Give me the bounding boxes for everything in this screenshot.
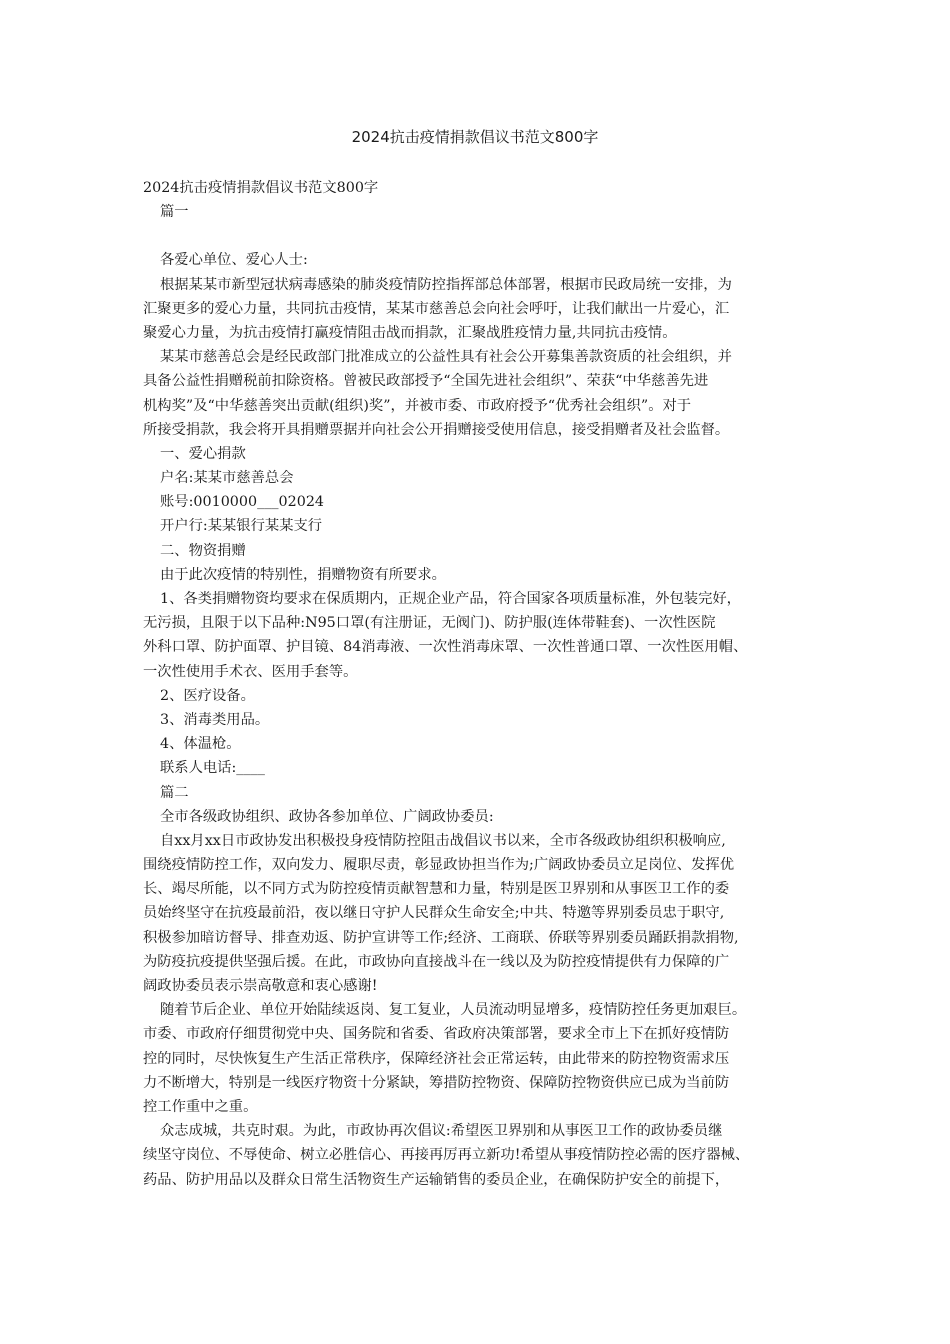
paragraph-line: 众志成城，共克时艰。为此，市政协再次倡议:希望医卫界别和从事医卫工作的政协委员继 [160,1123,723,1140]
paragraph-line: 外科口罩、防护面罩、护目镜、84消毒液、一次性消毒床罩、一次性普通口罩、一次性医用帽、 [143,639,748,656]
section-heading: 一、爱心捐款 [160,445,246,462]
paragraph-line: 控的同时，尽快恢复生产生活正常秩序，保障经济社会正常运转，由此带来的防控物资需求压 [143,1050,730,1067]
paragraph-line: 各爱心单位、爱心人士: [160,252,308,269]
paragraph-line: 阔政协委员表示崇高敬意和衷心感谢! [143,978,378,994]
account-bank: 开户行:某某银行某某支行 [160,518,323,535]
document-body [143,176,823,1192]
paragraph-line: 机构奖”及“中华慈善突出贡献(组织)奖”，并被市委、市政府授予“优秀社会组织”。对于 [143,397,692,414]
paragraph-line: 药品、防护用品以及群众日常生活物资生产运输销售的委员企业，在确保防护安全的前提下， [143,1171,730,1188]
account-name: 户名:某某市慈善总会 [160,470,294,487]
document-subtitle: 2024抗击疫情捐款倡议书范文800字 [143,180,379,196]
paragraph-line: 围绕疫情防控工作，双向发力、履职尽责，彰显政协担当作为;广阔政协委员立足岗位、发挥优 [143,857,734,874]
paragraph-line: 某某市慈善总会是经民政部门批准成立的公益性具有社会公开募集善款资质的社会组织，并 [160,349,732,366]
contact-phone: 联系人电话:____ [160,760,265,777]
paragraph-line: 1、各类捐赠物资均要求在保质期内，正规企业产品，符合国家各项质量标准，外包装完好， [160,591,741,607]
paragraph-line: 自xx月xx日市政协发出积极投身疫情防控阻击战倡议书以来，全市各级政协组织积极响应, [160,832,726,849]
paragraph-line: 汇聚更多的爱心力量，共同抗击疫情，某某市慈善总会向社会呼吁，让我们献出一片爱心，汇 [143,300,730,317]
section-heading: 二、物资捐赠 [160,542,246,559]
paragraph-line: 所接受捐款，我会将开具捐赠票据并向社会公开捐赠接受使用信息，接受捐赠者及社会监督。 [143,421,730,438]
paragraph-line: 具备公益性捐赠税前扣除资格。曾被民政部授予“全国先进社会组织”、荣获“中华慈善先进 [143,373,709,390]
account-number: 账号:0010000___02024 [160,494,325,511]
list-item: 2、医疗设备。 [160,687,255,704]
list-item: 3、消毒类用品。 [160,711,270,728]
paragraph-line: 市委、市政府仔细贯彻党中央、国务院和省委、省政府决策部署，要求全市上下在抓好疫情防 [143,1026,730,1043]
paragraph-line: 聚爱心力量，为抗击疫情打赢疫情阻击战而捐款，汇聚战胜疫情力量,共同抗击疫情。 [143,324,677,341]
paragraph-line: 续坚守岗位、不辱使命、树立必胜信心、再接再厉再立新功!希望从事疫情防控必需的医疗器械、 [143,1147,750,1164]
paragraph-line: 全市各级政协组织、政协各参加单位、广阔政协委员: [160,808,494,825]
blank-line [143,224,823,248]
paragraph-line: 一次性使用手术衣、医用手套等。 [143,663,358,680]
paragraph-line: 无污损，且限于以下品种:N95口罩(有注册证，无阀门)、防护服(连体带鞋套)、一次性医院 [143,615,716,632]
paragraph-line: 积极参加暗访督导、排查劝返、防护宣讲等工作;经济、工商联、侨联等界别委员踊跃捐款捐物, [143,929,739,946]
paragraph-line: 根据某某市新型冠状病毒感染的肺炎疫情防控指挥部总体部署，根据市民政局统一安排，为 [160,276,732,293]
section-label-part1: 篇一 [160,204,189,221]
document-title: 2024抗击疫情捐款倡议书范文800字 [351,128,599,146]
paragraph-line: 控工作重中之重。 [143,1098,258,1115]
paragraph-line: 员始终坚守在抗疫最前沿，夜以继日守护人民群众生命安全;中共、特邀等界别委员忠于职守, [143,905,725,922]
paragraph-line: 长、竭尽所能，以不同方式为防控疫情贡献智慧和力量，特别是医卫界别和从事医卫工作的委 [143,881,730,898]
section-label-part2: 篇二 [160,784,189,801]
paragraph-line: 随着节后企业、单位开始陆续返岗、复工复业，人员流动明显增多，疫情防控任务更加艰巨。 [160,1002,747,1019]
paragraph-line: 为防疫抗疫提供坚强后援。在此，市政协向直接战斗在一线以及为防控疫情提供有力保障的广 [143,953,730,970]
list-item: 4、体温枪。 [160,736,241,753]
paragraph-line: 力不断增大，特别是一线医疗物资十分紧缺，筹措防控物资、保障防控物资供应已成为当前防 [143,1074,730,1091]
paragraph-line: 由于此次疫情的特别性，捐赠物资有所要求。 [160,566,446,583]
